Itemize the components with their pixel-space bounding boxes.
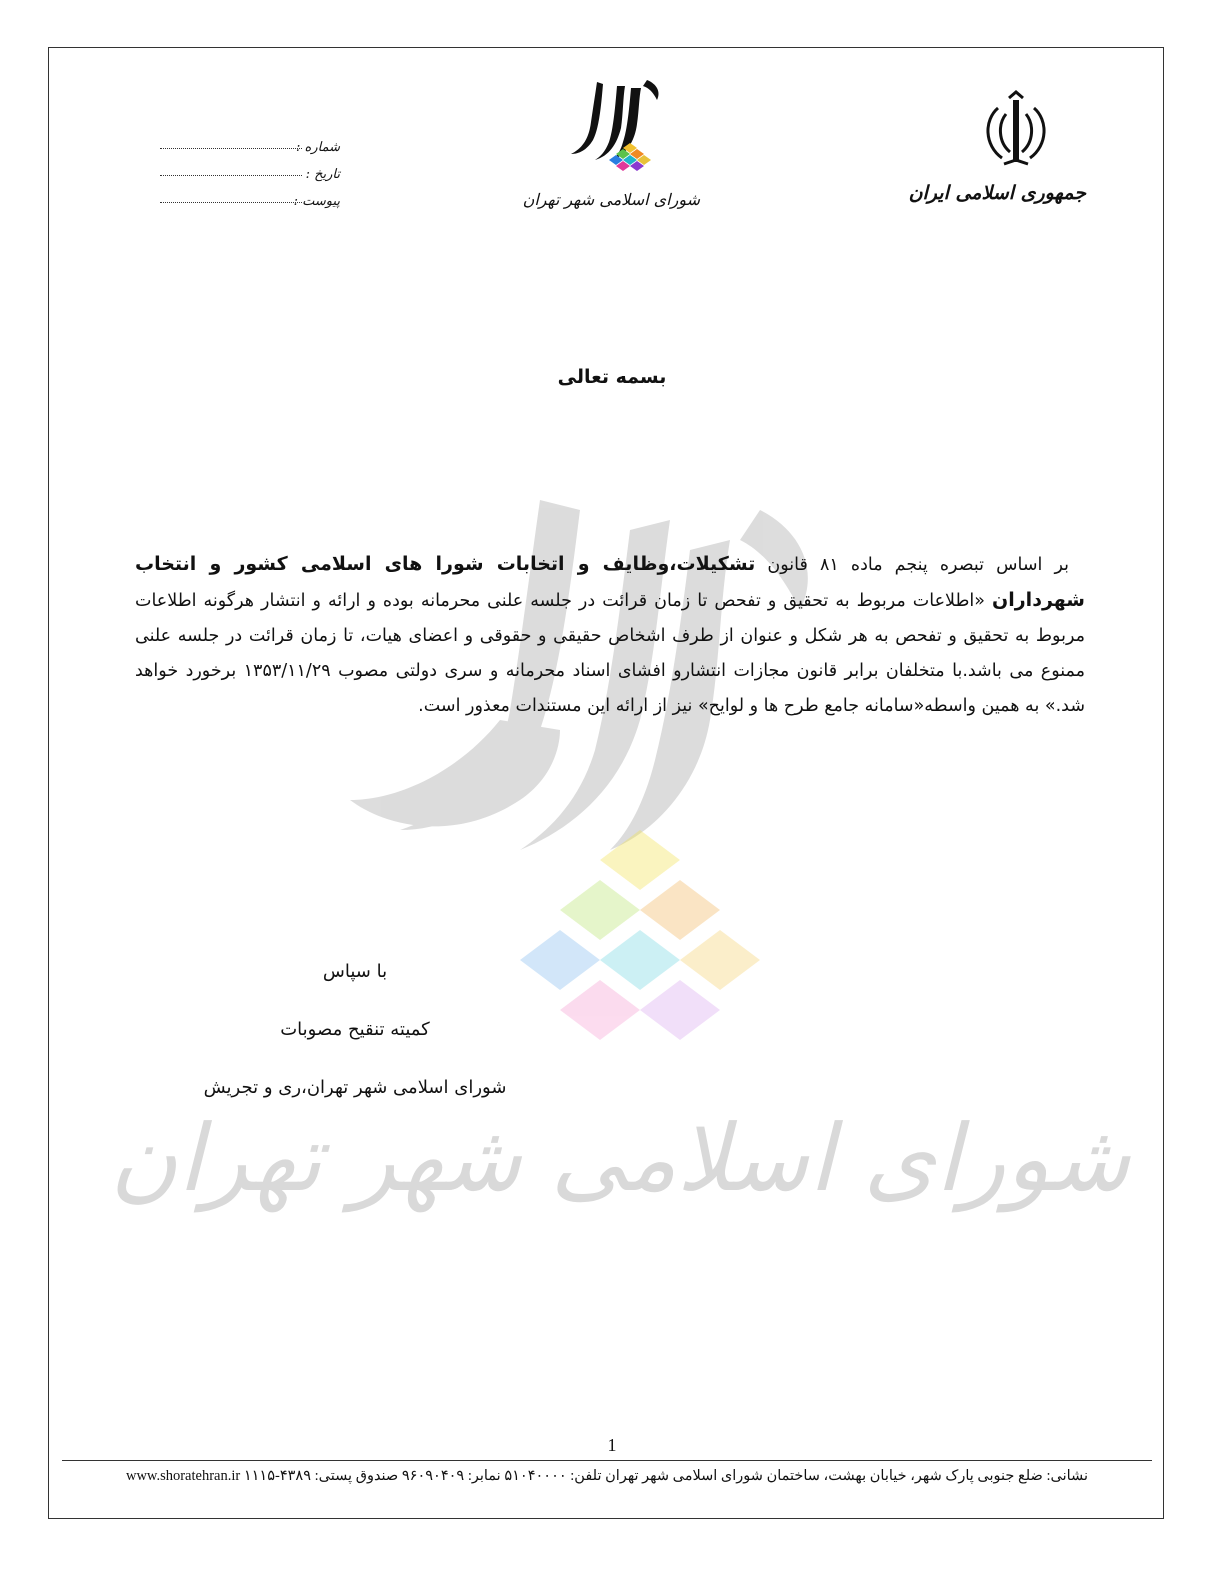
meta-label: پیوست :	[293, 194, 340, 209]
footer-address: نشانی: ضلع جنوبی پارک شهر، خیابان بهشت، ساختمان شورای اسلامی شهر تهران تلفن: ۵۱۰۴۰۰۰۰ نمابر: ۹۶۰۹۰۴۰۹ صندوق پستی: ۴۳۸۹-۱۱۱۵ www.shoratehran.ir	[125, 1468, 1089, 1484]
closing-thanks: با سپاس	[322, 961, 388, 982]
meta-label: تاریخ :	[305, 167, 340, 182]
meta-blank-line	[160, 138, 302, 149]
closing-committee: کمیته تنقیح مصوبات	[280, 1019, 430, 1040]
meta-row-date	[160, 155, 340, 182]
watermark-text: شورای اسلامی شهر تهران	[110, 1105, 1130, 1212]
body-law-name: تشکیلات،وظایف و اتخابات شورا های اسلامی کشور و انتخاب شهرداران	[135, 553, 1085, 611]
meta-blank-line	[160, 165, 302, 176]
country-name: جمهوری اسلامی ایران	[908, 182, 1086, 204]
council-logo-icon	[565, 78, 675, 188]
letter-meta-fields	[160, 128, 340, 209]
closing-organization: شورای اسلامی شهر تهران،ری و تجریش	[203, 1077, 507, 1098]
page-number: 1	[607, 1435, 617, 1455]
letter-closing	[180, 952, 530, 1126]
meta-row-number	[160, 128, 340, 155]
meta-row-attachment	[160, 182, 340, 209]
council-logo-text: شورای اسلامی شهر تهران	[522, 190, 700, 209]
letter-title: بسمه تعالی	[557, 366, 667, 388]
body-part-2: «اطلاعات مربوط به تحقیق و تفحص تا زمان قرائت در جلسه علنی محرمانه بوده و ارائه و انتشار هرگونه اطلاعات مربوط به تحقیق و تفحص به هر شکل و عنوان از طرف اشخاص حقیقی و حقوقی و اعضای هیات، تا زمان قرائت در جلسه علنی ممنوع می باشد.با متخلفان برابر قانون مجازات انتشارو افشای اسناد محرمانه و سری دولتی مصوب ۱۳۵۳/۱۱/۲۹ برخورد خواهد شد.» به همین واسطه«سامانه جامع طرح ها و لوایح» نیز از ارائه این مستندات معذور است.	[135, 591, 1086, 716]
national-emblem-block	[908, 90, 1086, 204]
council-logo-block	[522, 78, 700, 209]
footer-divider	[62, 1460, 1152, 1461]
body-part-1: بر اساس تبصره پنجم ماده ۸۱ قانون	[755, 555, 1069, 575]
iran-emblem-icon	[976, 90, 1056, 172]
letter-body	[135, 547, 1085, 724]
meta-blank-line	[160, 192, 302, 203]
meta-label: شماره :	[296, 140, 340, 155]
